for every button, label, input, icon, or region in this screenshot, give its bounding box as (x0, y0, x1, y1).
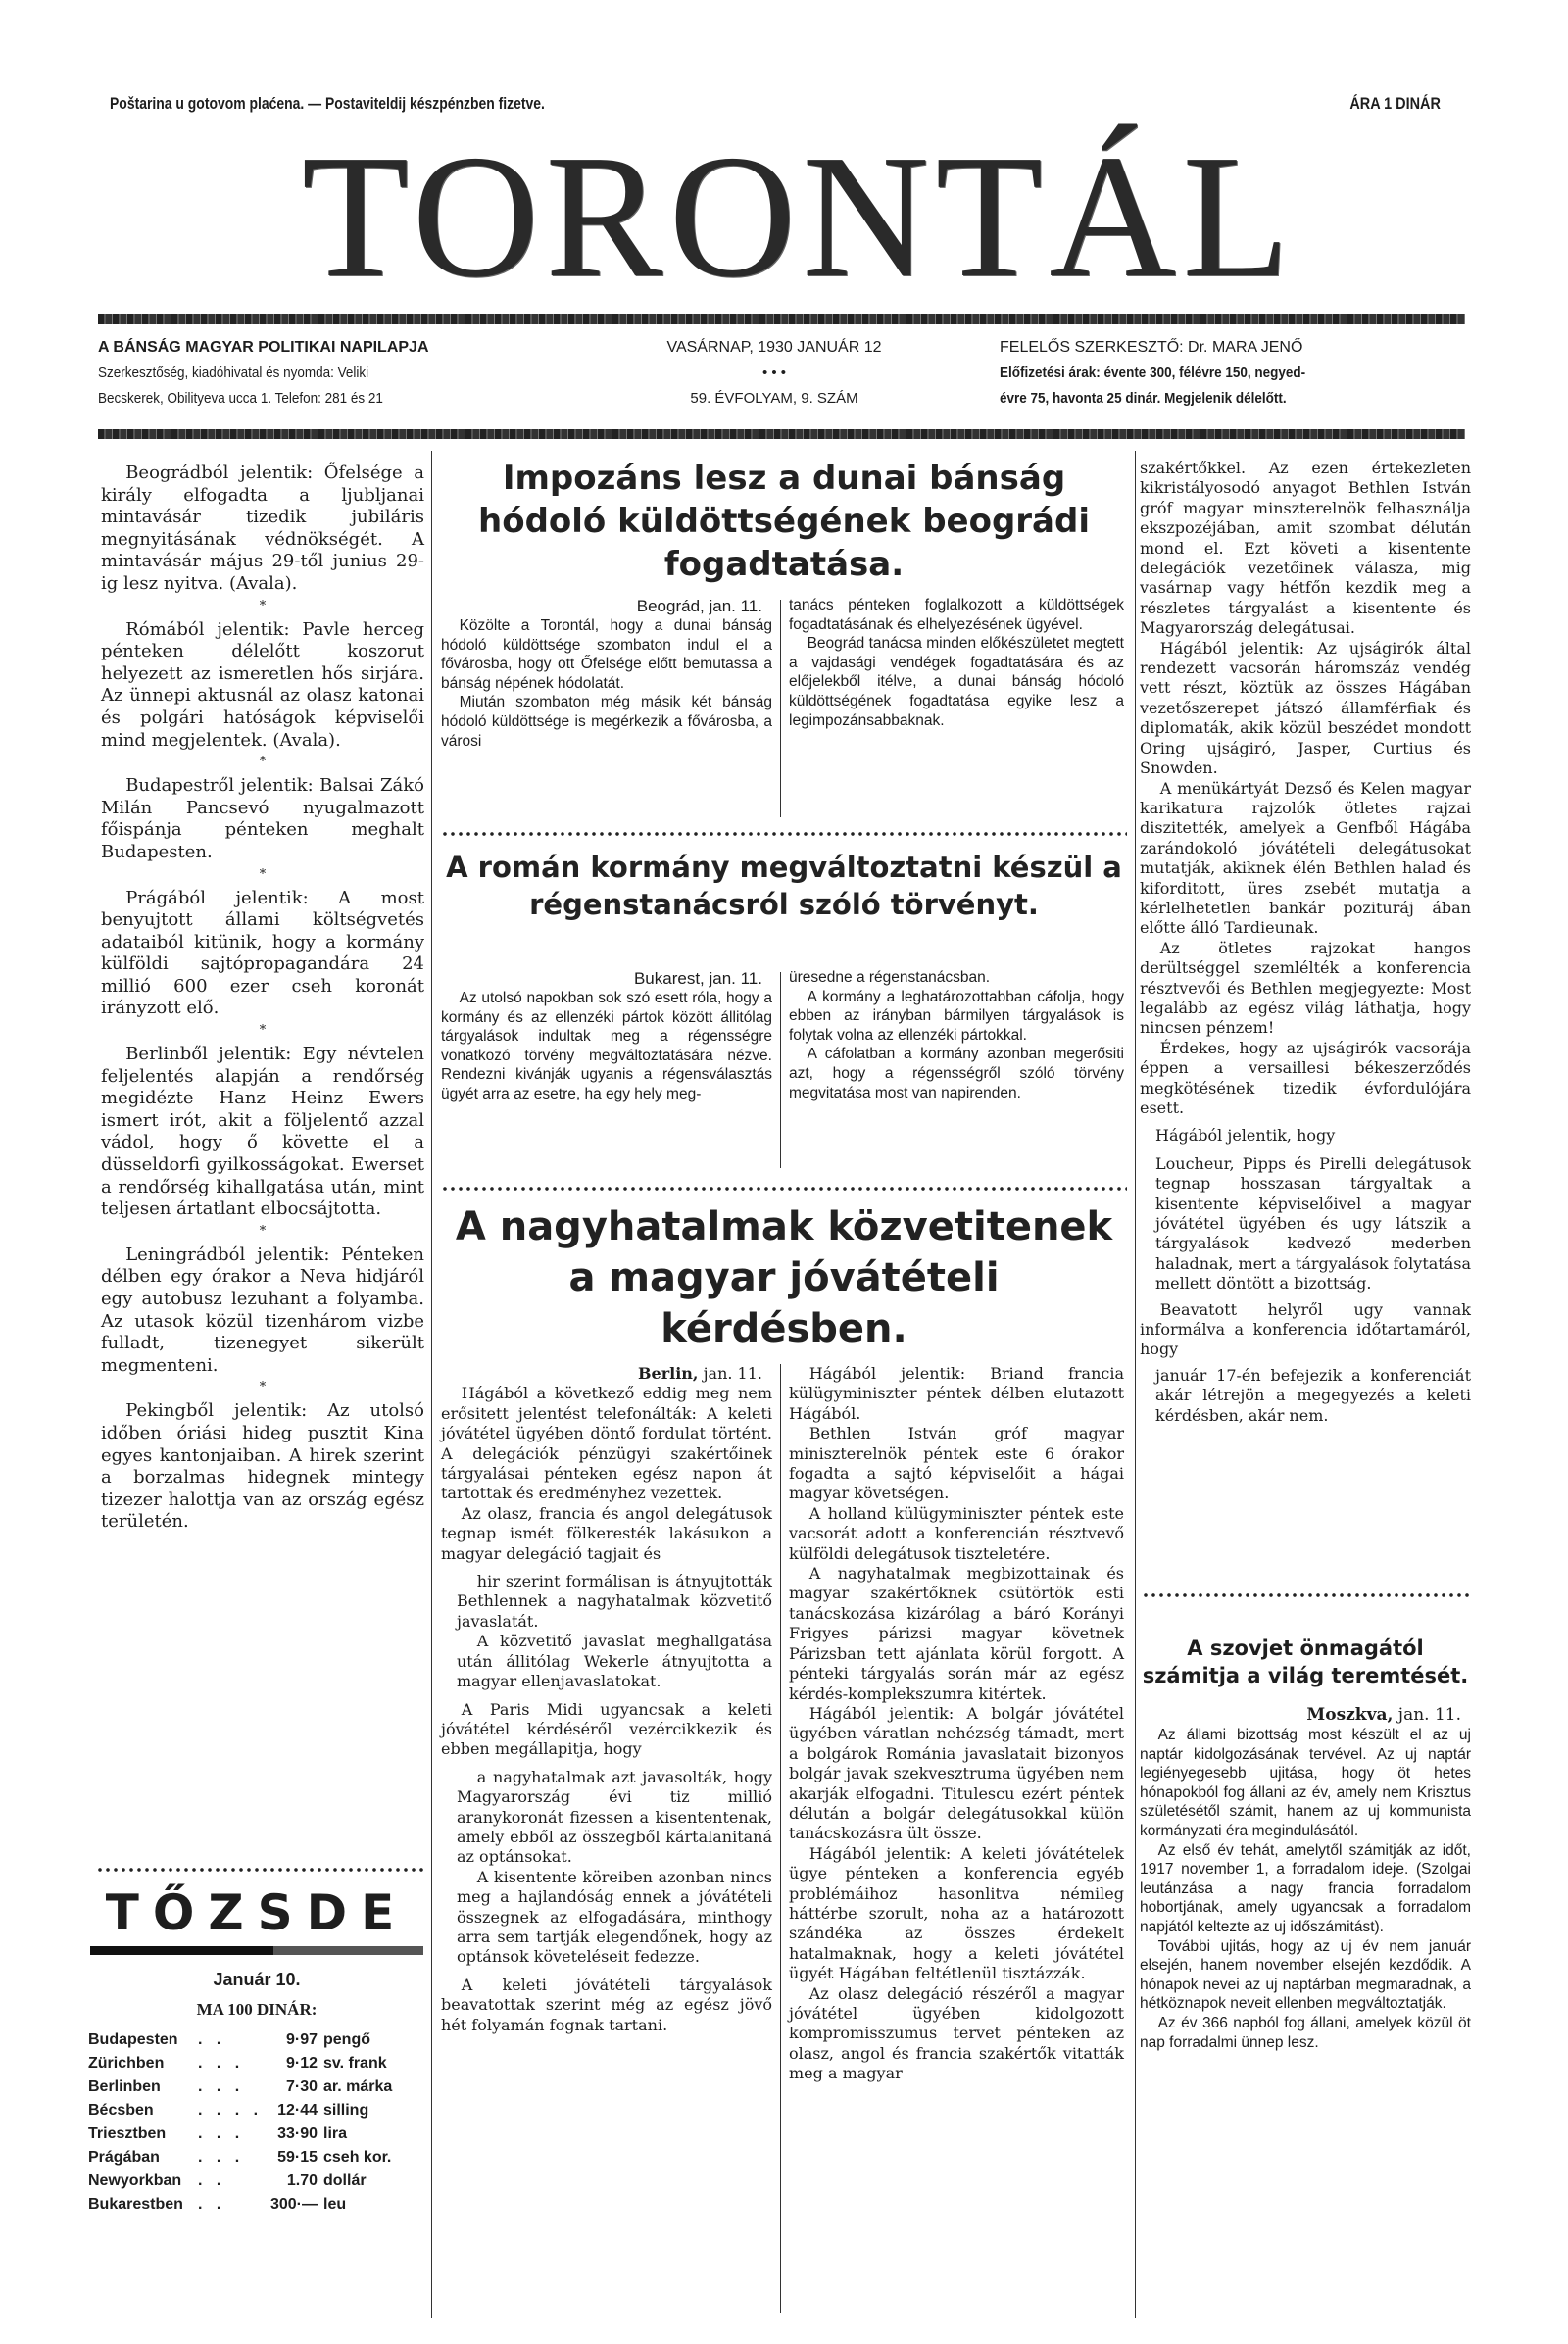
exchange-currency: leu (323, 2196, 347, 2213)
article4-dateline (1140, 1705, 1471, 1726)
exchange-currency: silling (323, 2102, 369, 2119)
article3-right (1140, 459, 1471, 1426)
article3-paragraph: a nagyhatalmak azt javasolták, hogy Magyarország évi tiz millió aranykoronát fizessen a kisententenak, amely ebből az összegből kártalanitaná az optánsokat. (457, 1767, 772, 1867)
exchange-city: Bécsben (88, 2102, 154, 2119)
column-divider (431, 451, 432, 2318)
article3-paragraph: Hágából jelentik: A bolgár jóvátétel ügyében váratlan nehézség támadt, mert a bolgárok Románia javaslatait bizonyos bolgár javak szekvesztruma ügyében nem akarják elfogadni. Titulescu ezért péntek délután a bolgár delegátusokkal külön tanácskozásra ült össze. (789, 1703, 1124, 1843)
exchange-rate-row (88, 2075, 426, 2099)
address-line-2-text: Becskerek, Obilityeva ucca 1. Telefon: 281 és 21 (98, 390, 383, 407)
subscription-line-1 (1000, 361, 1465, 386)
ornament: • • • (761, 365, 787, 381)
exchange-city: Berlinben (88, 2078, 161, 2095)
article4-dateline-city: Moszkva, (1306, 1705, 1394, 1725)
separator-star: * (259, 598, 267, 613)
newspaper-subtitle: A BÁNSÁG MAGYAR POLITIKAI NAPILAPJA (98, 339, 429, 356)
column-divider (780, 972, 781, 1168)
exchange-value: 12·44 (277, 2102, 318, 2119)
article3-paragraph: A közvetitő javaslat meghallgatása után állitólag Wekerle átnyujtotta a magyar ellenjavaslatokat. (457, 1632, 772, 1691)
exchange-value: 9·97 (285, 2031, 318, 2048)
exchange-leader-dots: . . . . (198, 2102, 264, 2119)
article3-left (441, 1364, 772, 2035)
article3-dateline-city: Berlin, (637, 1364, 699, 1383)
exchange-leader-dots: . . . (198, 2055, 245, 2072)
issue-info (608, 335, 941, 412)
article3-headline: A nagyhatalmak közvetitenek a magyar jóvátételi kérdésben. (455, 1204, 1113, 1351)
article2-right (789, 968, 1124, 1102)
article1-paragraph: tanács pénteken foglalkozott a küldöttségek fogadtatásának és elhelyezésének ügyével. (789, 597, 1124, 633)
article3-paragraph: Hágából a következő eddig meg nem erősitett jelentést telefonálták: A keleti jóvátétel ügyében döntő fordulat történt. A delegációk pénzügyi szakértőinek tárgyalásai pénteken egész napon át tartottak és eredményhez vezettek. (441, 1384, 772, 1503)
editor-name: FELELŐS SZERKESZTŐ: Dr. MARA JENŐ (1000, 339, 1303, 356)
article3-paragraph: Hágából jelentik: A keleti jóvátételek ügye pénteken a konferencia egyéb problémáihoz hasonlitva némileg háttérbe szorult, noha az a határozott szándéka az összes érdekelt hatalmaknak, hogy a keleti jóvátétel ügyét Hágában feltétlenül tisztázzák. (789, 1843, 1124, 1983)
exchange-value: 7·30 (285, 2078, 318, 2095)
article4-headline: A szovjet önmagától számitja a világ teremtését. (1142, 1636, 1469, 1687)
dotted-separator (1142, 1592, 1470, 1598)
article3-paragraph: Az ötletes rajzokat hangos derültséggel szemlélték a konferencia résztvevői és Bethlen megjegyezte: Most legalább az egész világ láthatja, hogy nincsen pénzem! (1140, 938, 1471, 1038)
address-line-1-text: Szerkesztőség, kiadóhivatal és nyomda: Veliki (98, 365, 369, 381)
article2-left (441, 968, 772, 1104)
news-item: Berlinből jelentik: Egy névtelen feljelentés alapján a rendőrség megidézte Hanz Heinz Ewers ismert irót, akit a följelentő azzal vádol, hogy ő követte el a düsseldorfi gyilkosságokat. Ewerset a rendőrség kihallgatása után, mint teljesen ártatlant elbocsájtotta. (101, 1044, 424, 1220)
article3-paragraph: Bethlen István gróf magyar miniszterelnök péntek este 6 órakor fogadta a sajtó képviselőit a hágai magyar követségen. (789, 1424, 1124, 1503)
article2-headline: A román kormány megváltoztatni készül a régenstanácsról szóló törvényt. (446, 851, 1122, 921)
exchange-currency: ar. márka (323, 2078, 393, 2095)
column-divider (1135, 451, 1136, 2318)
exchange-leader-dots: . . (198, 2031, 226, 2048)
subscription-line-2-text: évre 75, havonta 25 dinár. Megjelenik délelőtt. (1000, 390, 1287, 407)
separator-star: * (259, 1223, 267, 1239)
article3-paragraph: A nagyhatalmak megbizottainak és magyar szakértőknek csütörtök esti tanácskozása kizárólag a báró Korányi Frigyes párizsi magyar követnek Párizsban tett ajánlata körül forgott. A pénteki tárgyalás során már az egész kérdés-komplekszumra kitértek. (789, 1564, 1124, 1703)
exchange-rate-row (88, 2170, 426, 2193)
exchange-leader-dots: . . (198, 2173, 226, 2189)
price-label: ÁRA 1 DINÁR (1349, 94, 1441, 113)
article3-paragraph: A kisentente köreiben azonban nincs meg a hajlandóság ennek a jóvátételi összegnek az elfogadására, minthogy arra sem tartják elegendőnek, hogy az optánsok követeléseit fedezze. (457, 1867, 772, 1967)
article3-paragraph: Hágából jelentik: Briand francia külügyminiszter péntek délben elutazott Hágából. (789, 1364, 1124, 1423)
stock-exchange-subtitle: MA 100 DINÁR: (196, 2000, 318, 2019)
article1-paragraph: Közölte a Torontál, hogy a dunai bánság hódoló küldöttsége szombaton indul el a fővárosba, hogy ott Őfelsége előtt bemutassa a bánság népének hódolatát. (441, 617, 772, 692)
news-item: Rómából jelentik: Pavle herceg pénteken délelőtt koszorut helyezett az ismeretlen hős sirjára. Az ünnepi aktusnál az olasz katonai és polgári hatóságok képviselői mind megjelentek. (Avala). (101, 618, 424, 751)
article2-paragraph: Az utolsó napokban sok szó esett róla, hogy a kormány és az ellenzéki pártok között állitólag tárgyalások indultak meg a régensségre vonatkozó törvény megváltoztatására nézve. Rendezni kivánják ugyanis a régensválasztás ügyét arra az esetre, ha egy hely meg- (441, 990, 772, 1102)
article2-dateline: Bukarest, jan. 11. (633, 969, 762, 988)
address-line-1 (98, 361, 539, 386)
article1-right (789, 596, 1124, 730)
exchange-currency: lira (323, 2125, 348, 2142)
article3-paragraph: Beavatott helyről ugy vannak informálva a konferencia időtartamáról, hogy (1140, 1299, 1471, 1359)
exchange-value: 59·15 (277, 2149, 318, 2166)
exchange-rate-row (88, 2146, 426, 2170)
editor-info (1000, 335, 1465, 412)
exchange-currency: dollár (323, 2173, 367, 2189)
separator-star: * (259, 1023, 267, 1039)
issue-volume: 59. ÉVFOLYAM, 9. SZÁM (690, 390, 858, 407)
exchange-city: Triesztben (88, 2125, 167, 2142)
postal-note: Poštarina u gotovom plaćena. — Postaviteldij készpénzben fizetve. (110, 94, 545, 113)
stock-exchange-rule (90, 1946, 423, 1955)
article1-headline: Impozáns lesz a dunai bánság hódoló küldöttségének beográdi fogadtatása. (478, 459, 1090, 584)
subscription-line-2 (1000, 386, 1465, 412)
exchange-value: 300·— (270, 2196, 318, 2213)
article3-paragraph: A Paris Midi ugyancsak a keleti jóvátétel kérdéséről vezércikkezik és ebben megállapitja, hogy (441, 1699, 772, 1759)
article3-paragraph: Az olasz, francia és angol delegátusok tegnap ismét fölkeresték lakásukon a magyar delegáció tagjait és (441, 1503, 772, 1563)
stock-exchange-title: TŐZSDE (105, 1884, 409, 1941)
article3-paragraph: Hágából jelentik, hogy (1155, 1126, 1336, 1146)
news-item: Pekingből jelentik: Az utolsó időben óriási hideg pusztit Kina egyes kantonjaiban. A hirek szerint a borzalmas hidegnek mintegy tizezer halottja van az ország egész területén. (101, 1400, 424, 1533)
article3-middle (789, 1364, 1124, 2084)
article3-paragraph: Az olasz delegáció részéről a magyar jóvátétel ügyében kidolgozott kompromisszumus tervet pénteken az olasz, angol és francia szakértők vitatták meg a magyar (789, 1983, 1124, 2083)
separator-star: * (259, 1380, 267, 1395)
stock-exchange-date: Január 10. (213, 1970, 301, 1989)
article1-paragraph: Beográd tanácsa minden előkészületet megtett a vajdasági vendégek fogadtatására és az előjelekből itélve, a dunai bánság hódoló küldöttségének fogadtatása egyike lesz a legimpozánsabbaknak. (789, 635, 1124, 729)
newspaper-title: TORONTÁL (301, 119, 1297, 314)
news-item: Budapestről jelentik: Balsai Zákó Milán Pancsevó nyugalmazott főispánja pénteken meghalt Budapesten. (101, 775, 424, 862)
exchange-city: Prágában (88, 2149, 160, 2166)
column-divider (780, 600, 781, 817)
exchange-currency: pengő (323, 2031, 370, 2048)
article3-paragraph: Loucheur, Pipps és Pirelli delegátusok tegnap hosszasan tárgyaltak a kisentente képviselőivel a magyar jóvátétel ügyében és ugy látszik a tárgyalások kedvező mederben haladnak, mert a tárgyalások folytatása mellett döntött a bizottság. (1155, 1153, 1471, 1294)
exchange-city: Zürichben (88, 2055, 165, 2072)
article4-paragraph: Az év 366 napból fog állani, amelyek közül öt nap forradalmi ünnep lesz. (1140, 2014, 1471, 2051)
exchange-value: 9·12 (285, 2055, 318, 2072)
exchange-leader-dots: . . . (198, 2149, 245, 2166)
exchange-rate-table (88, 2028, 426, 2217)
exchange-value: 33·90 (277, 2125, 318, 2142)
masthead-rule-bottom (98, 429, 1465, 439)
article3-paragraph: A menükártyát Dezső és Kelen magyar karikatura rajzolók ötletes rajzai diszitették, amelyek a Genfből Hágába zarándokoló jóvátételi delegátusokat mutatják, akiknek élén Bethlen halad és kiforditott, üres zsebét mutatja a kérlelhetetlen bankár pozituráj ában előtte álló Tardieunak. (1140, 778, 1471, 938)
news-item: Prágából jelentik: A most benyujtott állami költségvetés adataiból kitünik, hogy a kormány külföldi sajtópropagandára 24 millió 600 ezer cseh koronát irányzott elő. (101, 887, 424, 1019)
exchange-leader-dots: . . . (198, 2078, 245, 2095)
article4-paragraph: Az állami bizottság most készült el az uj naptár kidolgozásának tervével. Az uj naptár legiényegesebb ujitása, hogy öt hetes hónapokból fog állani az év, amely nem Krisztus születésétől számit, hanem az uj kommunista kormányzati éra megindulásától. (1140, 1727, 1471, 1839)
article3-paragraph: Hágából jelentik: Az ujságirók által rendezett vacsorán háromszáz vendég vett részt, köztük az összes Hágában vezetőszerepet játszó államférfiak és diplomaták, akik közül beszédet mondott Oring ujságiró, Jasper, Curtius és Snowden. (1140, 638, 1471, 778)
article2-paragraph: A cáfolatban a kormány azonban megerősiti azt, hogy a régensségről szóló törvény megvitatása most van napirenden. (789, 1046, 1124, 1101)
article3-paragraph: A holland külügyminiszter péntek este vacsorát adott a konferencián résztvevő külföldi delegátusok tiszteletére. (789, 1503, 1124, 1563)
article2-paragraph: üresedne a régenstanácsban. (789, 969, 991, 986)
article1-dateline: Beográd, jan. 11. (636, 597, 762, 615)
dotted-separator (441, 1186, 1127, 1192)
article3-paragraph: január 17-én befejezik a konferenciát akár létrejön a megegyezés a keleti kérdésben, akár nem. (1155, 1365, 1471, 1425)
dotted-separator (96, 1867, 425, 1873)
separator-star: * (259, 866, 267, 882)
article3-dateline-date: jan. 11. (703, 1364, 762, 1383)
article4-paragraph: Az első év tehát, amelytől számitják az időt, 1917 november 1, a forradalom ideje. (Szolgai leutánzása a nagy francia forradalom hobortjának, amely ugyancsak a forradalom napjától keltezte az uj időszámitást). (1140, 1841, 1471, 1935)
exchange-rate-row (88, 2028, 426, 2052)
exchange-rate-row (88, 2099, 426, 2123)
exchange-rate-row (88, 2123, 426, 2146)
exchange-city: Newyorkban (88, 2173, 182, 2189)
exchange-leader-dots: . . . (198, 2125, 245, 2142)
article3-paragraph: Érdekes, hogy az ujságirók vacsorája éppen a versaillesi békeszerződés megkötésének tizedik évfordulójára esett. (1140, 1038, 1471, 1117)
exchange-leader-dots: . . (198, 2196, 226, 2213)
article4-dateline-date: jan. 11. (1397, 1705, 1461, 1725)
exchange-currency: cseh kor. (323, 2149, 392, 2166)
address-line-2 (98, 386, 539, 412)
publisher-info (98, 335, 539, 412)
column-divider (780, 1364, 781, 2313)
news-item: Beográdból jelentik: Őfelsége a király elfogadta a ljubljanai mintavásár tizedik jubiláris megnyitásának védnökségét. A mintavásár május 29-től junius 29-ig lesz nyitva. (Avala). (101, 463, 424, 594)
exchange-city: Budapesten (88, 2031, 178, 2048)
exchange-city: Bukarestben (88, 2196, 183, 2213)
subscription-line-1-text: Előfizetési árak: évente 300, félévre 150, negyed- (1000, 365, 1306, 381)
exchange-rate-row (88, 2193, 426, 2217)
separator-star: * (259, 755, 267, 770)
article4-body (1140, 1705, 1471, 2052)
exchange-value: 1.70 (286, 2173, 318, 2189)
article1-left (441, 596, 772, 751)
exchange-rate-row (88, 2052, 426, 2075)
article2-paragraph: A kormány a leghatározottabban cáfolja, hogy ebben az irányban bármilyen tárgyalások is folytak volna az ellenzéki pártokkal. (789, 988, 1124, 1044)
exchange-currency: sv. frank (323, 2055, 387, 2072)
masthead-rule-top (98, 314, 1465, 324)
article3-paragraph: hir szerint formálisan is átnyujtották Bethlennek a nagyhatalmak közvetitő javaslatát. (457, 1572, 772, 1631)
article3-paragraph: A keleti jóvátételi tárgyalások beavatottak szerint még az egész jövő hét folyamán fognak tartani. (441, 1975, 772, 2034)
article3-dateline (441, 1364, 772, 1384)
issue-date: VASÁRNAP, 1930 JANUÁR 12 (666, 339, 882, 356)
article4-paragraph: További ujitás, hogy az uj év nem január elsején, hanem november elsején kezdődik. A hónapok nevei az uj naptárban megmaradnak, a hétköznapok neveit ellenben megváltoztatják. (1140, 1937, 1471, 2013)
dotted-separator (441, 831, 1127, 837)
news-column (101, 463, 424, 1534)
article1-paragraph: Miután szombaton még másik két bánság hódoló küldöttsége is megérkezik a fővárosba, a városi (441, 694, 772, 750)
news-item: Leningrádból jelentik: Pénteken délben egy órakor a Neva hidjáról egy autobusz lezuhant a folyamba. Az utasok közül tizenhárom vizbe fulladt, tizenegyet sikerült megmenteni. (101, 1244, 424, 1376)
article3-paragraph: szakértőkkel. Az ezen értekezleten kikristályosodó anyagot Bethlen István gróf magyar minszterelnök felhasználja ekszpozéjában, amit szombat délután mond el. Ezt követi a kisentente delegációk vezetőinek válasza, mig vasárnap vagy hétfőn kezdik meg a részletes tárgyalást a kisentente és Magyarország delegátusai. (1140, 459, 1471, 638)
